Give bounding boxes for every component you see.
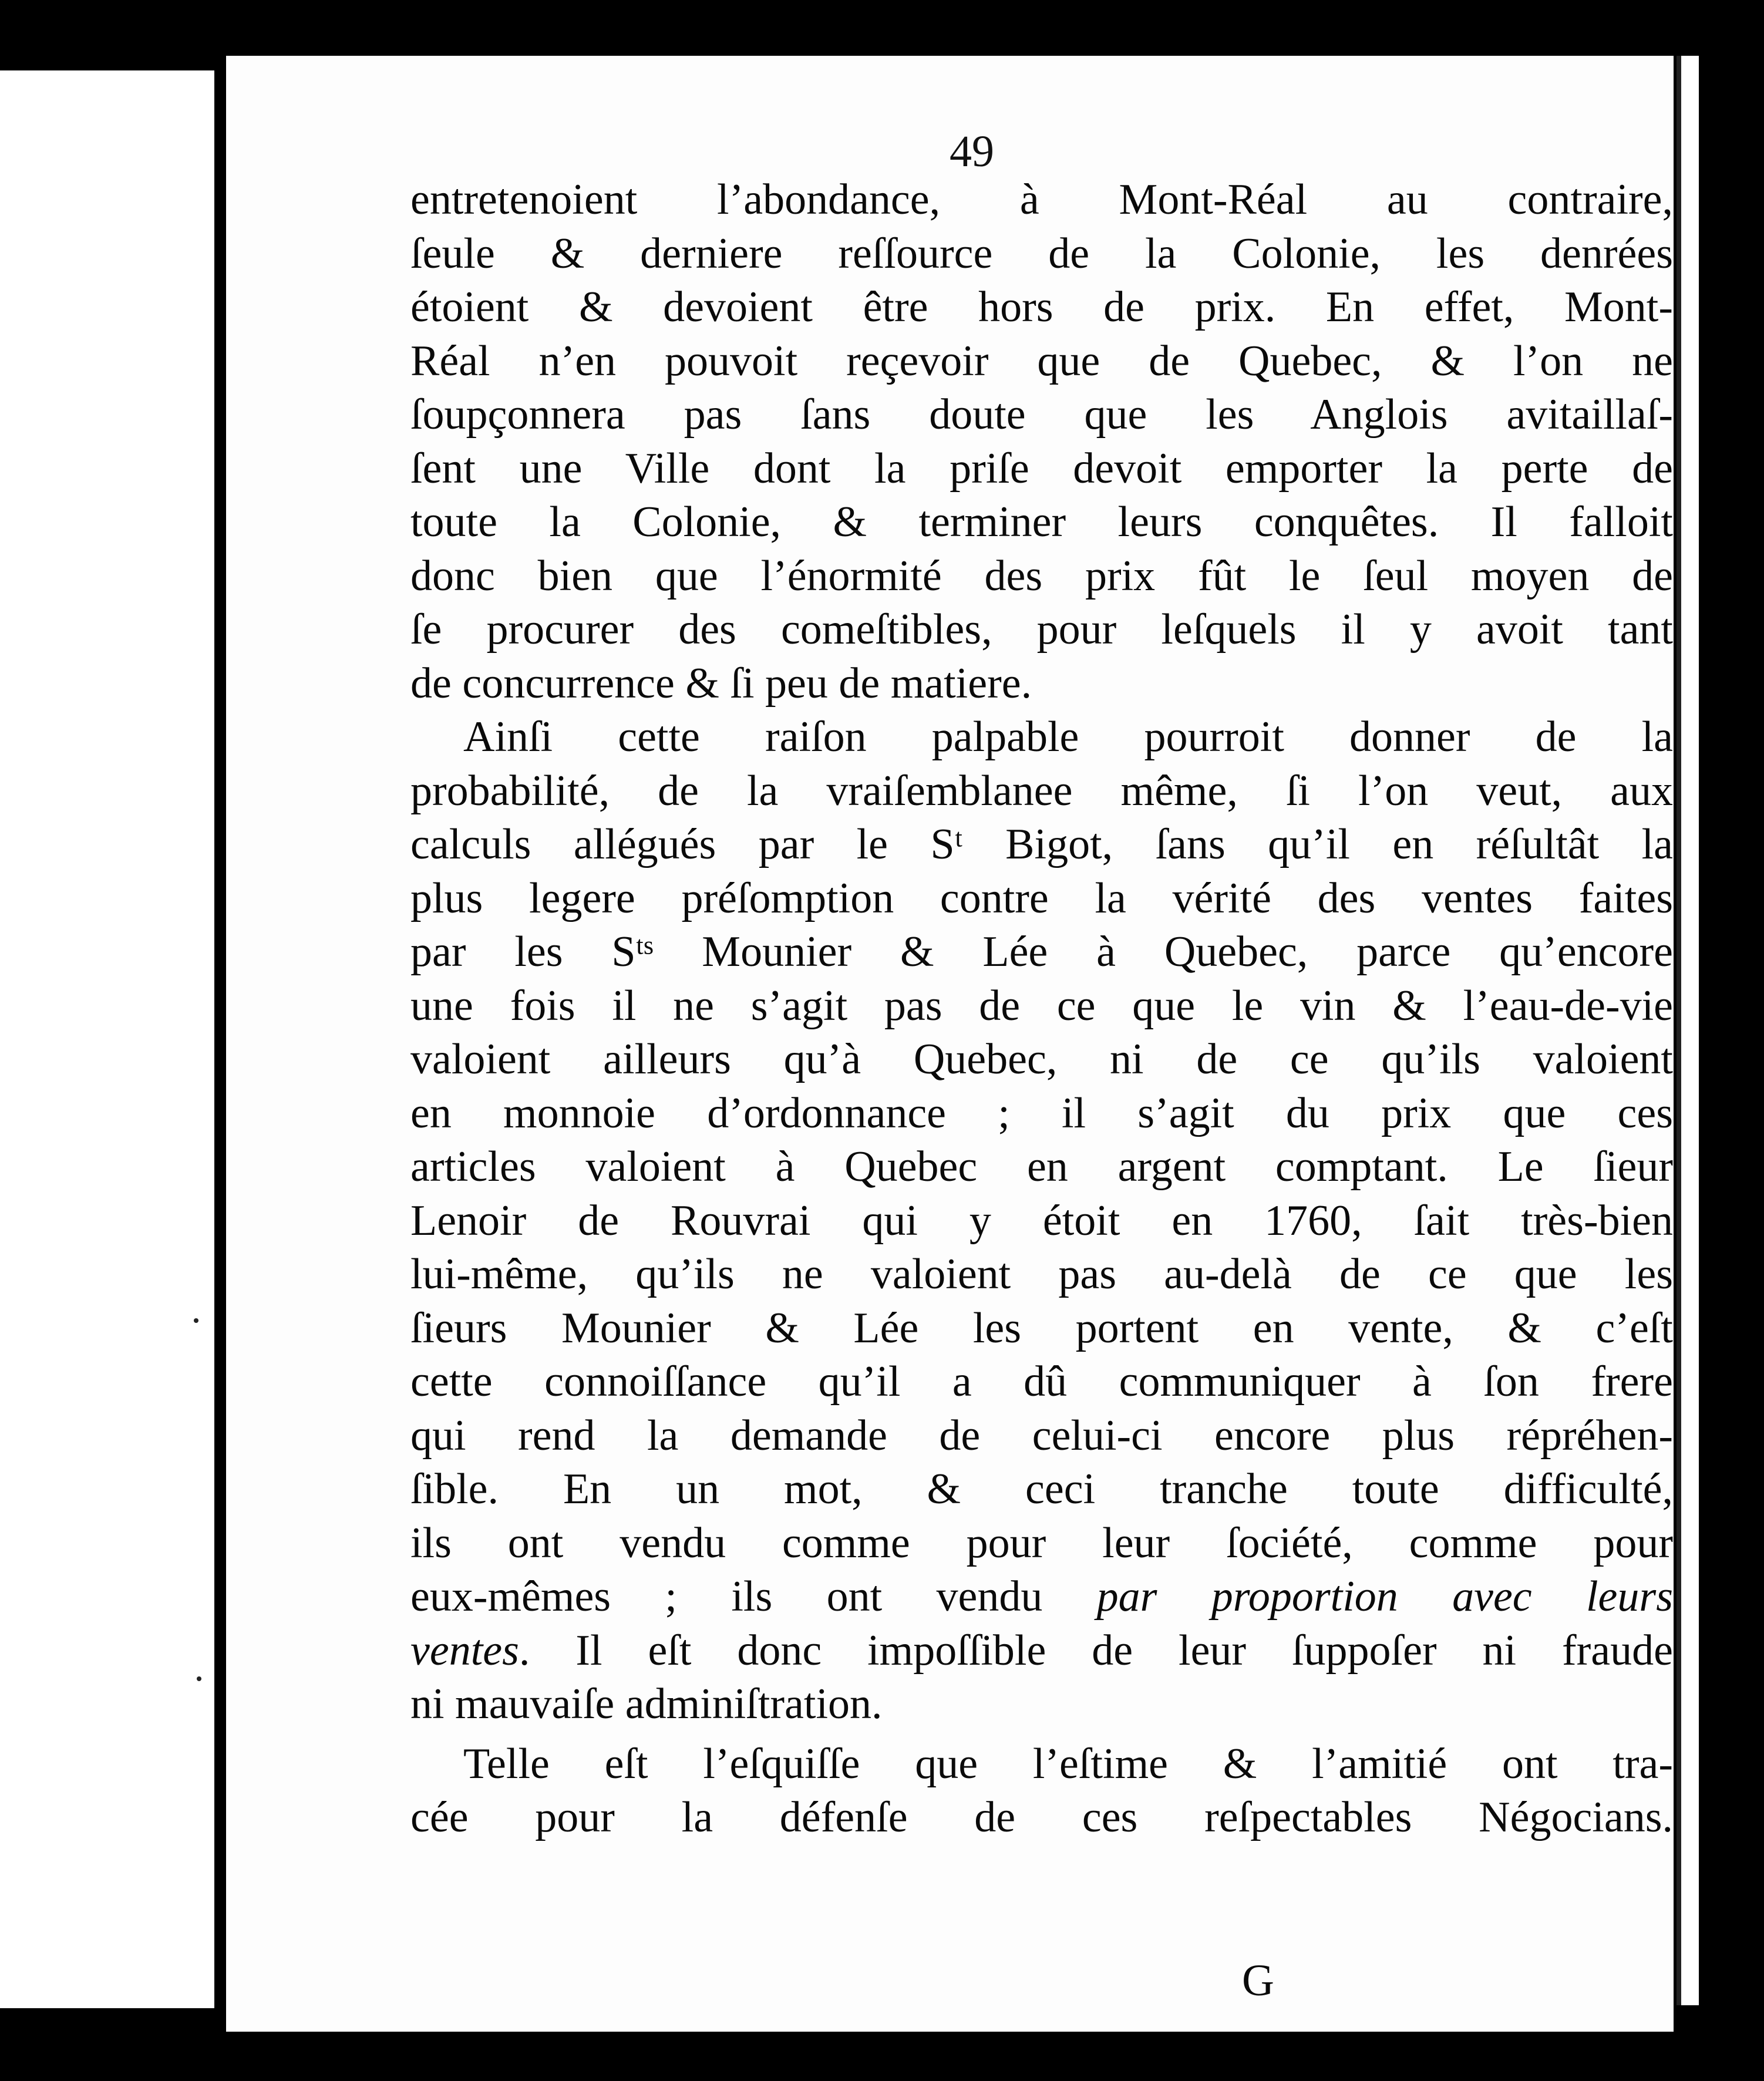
text-line: plus legere préſomption contre la vérité des ventes faites bbox=[410, 874, 1673, 922]
text-line: valoient ailleurs qu’à Quebec, ni de ce qu’ils valoient bbox=[410, 1035, 1673, 1083]
text-line: par les Sᵗˢ Mounier & Lée à Quebec, parce qu’encore bbox=[410, 928, 1673, 976]
text-line: Lenoir de Rouvrai qui y étoit en 1760, ſait très-bien bbox=[410, 1196, 1673, 1245]
text-line: cette connoiſſance qu’il a dû communiquer à ſon frere bbox=[410, 1358, 1673, 1406]
page-number: 49 bbox=[950, 127, 994, 176]
text-line: donc bien que l’énormité des prix fût le ſeul moyen de bbox=[410, 551, 1673, 600]
margin-speck bbox=[194, 1318, 198, 1323]
text-line bbox=[410, 1570, 1673, 1624]
text-line: ſoupçonnera pas ſans doute que les Anglois avitaillaſ- bbox=[410, 390, 1673, 439]
text-line: entretenoient l’abondance, à Mont-Réal au contraire, bbox=[410, 176, 1673, 224]
page-edge bbox=[1677, 56, 1699, 2005]
text-line: probabilité, de la vraiſemblanee même, ſi l’on veut, aux bbox=[410, 766, 1673, 815]
text-line: ſeule & derniere reſſource de la Colonie, les denrées bbox=[410, 229, 1673, 278]
text-line bbox=[410, 1624, 1673, 1678]
text-line: ſieurs Mounier & Lée les portent en vente, & c’eſt bbox=[410, 1304, 1673, 1352]
signature-mark: G bbox=[1242, 1956, 1274, 2005]
text-line: ils ont vendu comme pour leur ſociété, comme pour bbox=[410, 1518, 1673, 1567]
text-line: en monnoie d’ordonnance ; il s’agit du prix que ces bbox=[410, 1089, 1673, 1137]
text-line: Réal n’en pouvoit reçevoir que de Quebec, & l’on ne bbox=[410, 336, 1673, 385]
text-line: ſent une Ville dont la priſe devoit emporter la perte de bbox=[410, 444, 1673, 493]
paragraph-start: Telle eſt l’eſquiſſe que l’eſtime & l’amitié ont tra- bbox=[463, 1739, 1673, 1788]
text-line: toute la Colonie, & terminer leurs conquêtes. Il falloit bbox=[410, 498, 1673, 546]
body-text bbox=[410, 173, 1673, 1845]
text-line: de concurrence & ſi peu de matiere. bbox=[410, 659, 1032, 708]
text-line: qui rend la demande de celui-ci encore plus répréhen- bbox=[410, 1411, 1673, 1460]
text-line: ni mauvaiſe adminiſtration. bbox=[410, 1680, 883, 1728]
text-line: cée pour la défenſe de ces reſpectables Négocians. bbox=[410, 1793, 1673, 1841]
text-line: ſible. En un mot, & ceci tranche toute difficulté, bbox=[410, 1465, 1673, 1513]
text-line: calculs allégués par le Sᵗ Bigot, ſans qu’il en réſultât la bbox=[410, 820, 1673, 868]
italic-run: ventes bbox=[410, 1626, 519, 1675]
text-line: articles valoient à Quebec en argent comptant. Le ſieur bbox=[410, 1143, 1673, 1191]
facing-page bbox=[0, 70, 214, 2008]
text-line: une fois il ne s’agit pas de ce que le vin & l’eau-de-vie bbox=[410, 981, 1673, 1030]
text-run: eux-mêmes ; ils ont vendu bbox=[410, 1572, 1097, 1621]
italic-run: par proportion avec leurs bbox=[1096, 1572, 1673, 1621]
text-run: . Il eſt donc impoſſible de leur ſuppoſer ni fraude bbox=[519, 1626, 1673, 1675]
text-line: ſe procurer des comeſtibles, pour leſquels il y avoit tant bbox=[410, 605, 1673, 654]
text-line: étoient & devoient être hors de prix. En effet, Mont- bbox=[410, 283, 1673, 331]
text-line: lui-même, qu’ils ne valoient pas au-delà de ce que les bbox=[410, 1250, 1673, 1298]
paragraph-start: Ainſi cette raiſon palpable pourroit donner de la bbox=[463, 713, 1673, 761]
margin-speck bbox=[197, 1676, 201, 1681]
book-gutter bbox=[214, 70, 226, 2026]
book-page bbox=[226, 56, 1674, 2032]
